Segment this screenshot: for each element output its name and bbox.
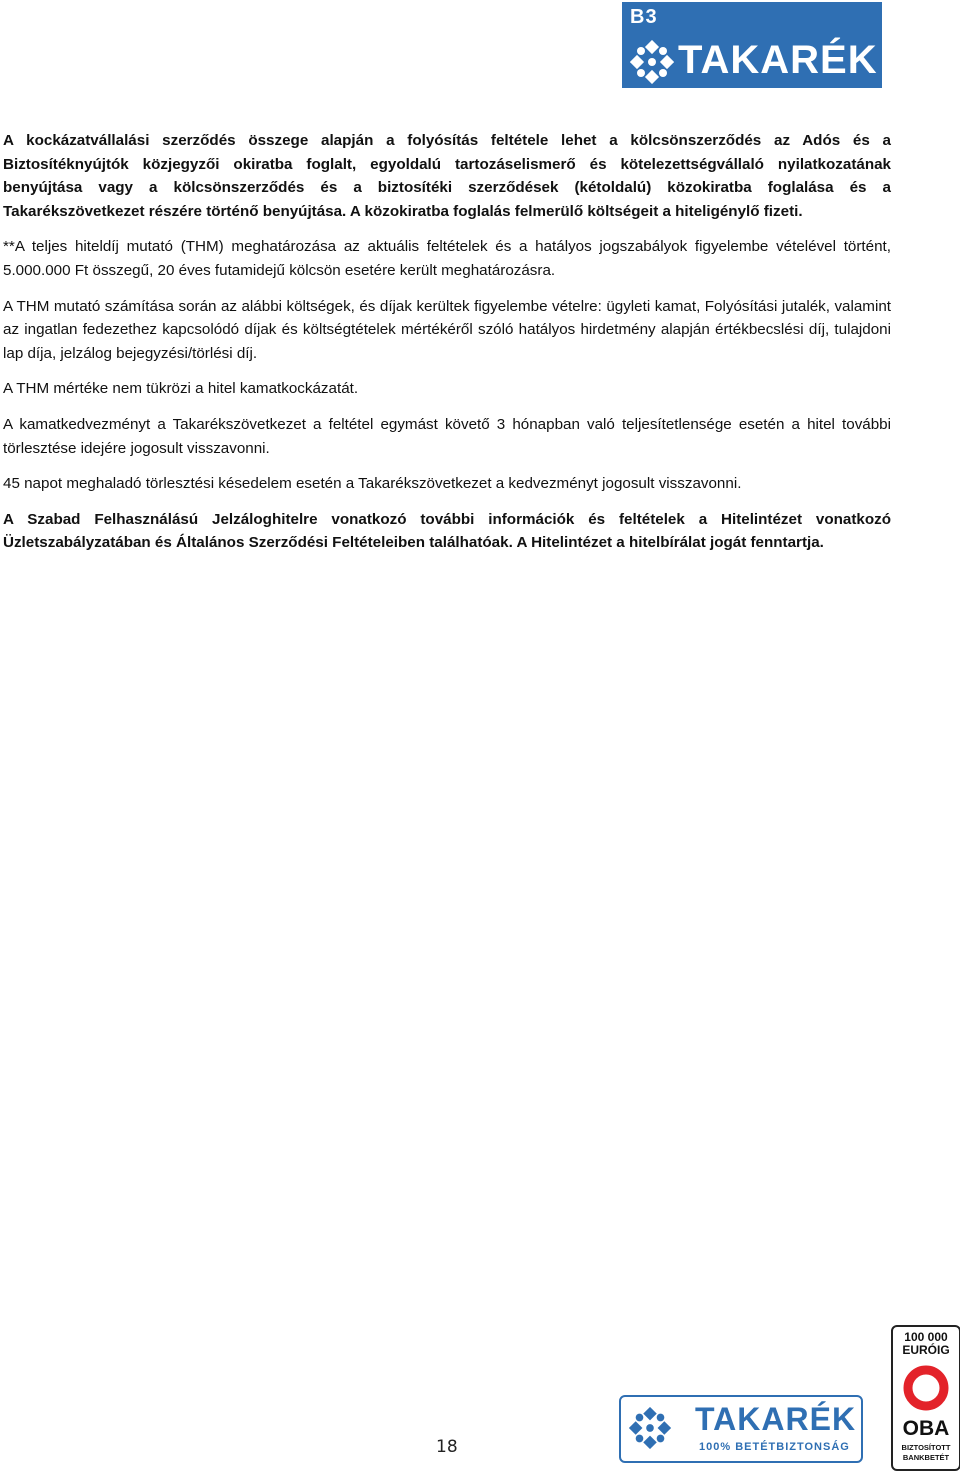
oba-amount-line2: EURÓIG (902, 1343, 950, 1357)
paragraph-collateral: A kockázatvállalási szerződés összege alapján a folyósítás feltétele lehet a kölcsönszerződés az Adós és a Biztosítéknyújtók közjegyzői okiratba foglalt, egyoldalú tartozáselismerő és kötelezettségvállaló nyilatkozatának benyújtása vagy a kölcsönszerződés és a biztosítéki szerződések (kétoldalú) közokiratba foglalása és a Takarékszövetkezet részére történő benyújtása. A közokiratba foglalás felmerülő költségeit a hiteligénylő fizeti. (3, 132, 891, 220)
logo-name: TAKARÉK (678, 38, 878, 82)
paragraph-more-info: A Szabad Felhasználású Jelzáloghitelre vonatkozó további információk és feltételek a Hitelintézet vonatkozó Üzletszabályzatában és Általános Szerződési Feltételeiben találhatóak. A Hitelintézet a hitelbírálat jogát fenntartja. (3, 510, 891, 552)
footer-logo-sub: 100% BETÉTBIZTONSÁG (699, 1441, 850, 1453)
takarek-mark-icon (629, 1407, 671, 1449)
oba-amount (893, 1331, 959, 1357)
header-logo (622, 2, 882, 88)
paragraph-thm-definition: **A teljes hiteldíj mutató (THM) meghatározása az aktuális feltételek és a hatályos jogszabályok figyelembe vételével történt, 5.000.000 Ft összegű, 20 éves futamidejű kölcsön esetére került meghatározásra. (3, 238, 891, 279)
footer-logo-name: TAKARÉK (695, 1401, 857, 1437)
paragraph-thm-costs: A THM mutató számítása során az alábbi költségek, és díjak kerültek figyelembe vételre: ügyleti kamat, Folyósítási jutalék, valamint az ingatlan fedezethez kapcsolódó díjak és költségtételek mértékéről szóló hatályos hirdetmény alapján értékbecslési díj, tulajdoni lap díja, jelzálog bejegyzési/törlési díj. (3, 297, 891, 362)
oba-sub-line1: BIZTOSÍTOTT (901, 1443, 951, 1452)
document-body (3, 129, 891, 555)
oba-amount-line1: 100 000 (904, 1330, 948, 1344)
oba-name: OBA (902, 1417, 950, 1440)
logo-tag: B3 (630, 6, 658, 28)
footer-logo (619, 1395, 863, 1463)
oba-sub (893, 1443, 959, 1463)
paragraph-thm-risk: A THM mértéke nem tükrözi a hitel kamatkockázatát. (3, 380, 359, 398)
oba-badge (891, 1325, 960, 1471)
oba-sub-line2: BANKBETÉT (902, 1453, 950, 1462)
oba-ring-icon (901, 1363, 951, 1413)
paragraph-delay: 45 napot meghaladó törlesztési késedelem esetén a Takarékszövetkezet a kedvezményt jogosult visszavonni. (3, 475, 742, 493)
paragraph-discount-revoke: A kamatkedvezményt a Takarékszövetkezet a feltétel egymást követő 3 hónapban való teljesítetlensége esetén a hitel további törlesztése idejére jogosult visszavonni. (3, 415, 891, 457)
takarek-mark-icon (630, 40, 674, 84)
page-number: 18 (436, 1437, 458, 1457)
